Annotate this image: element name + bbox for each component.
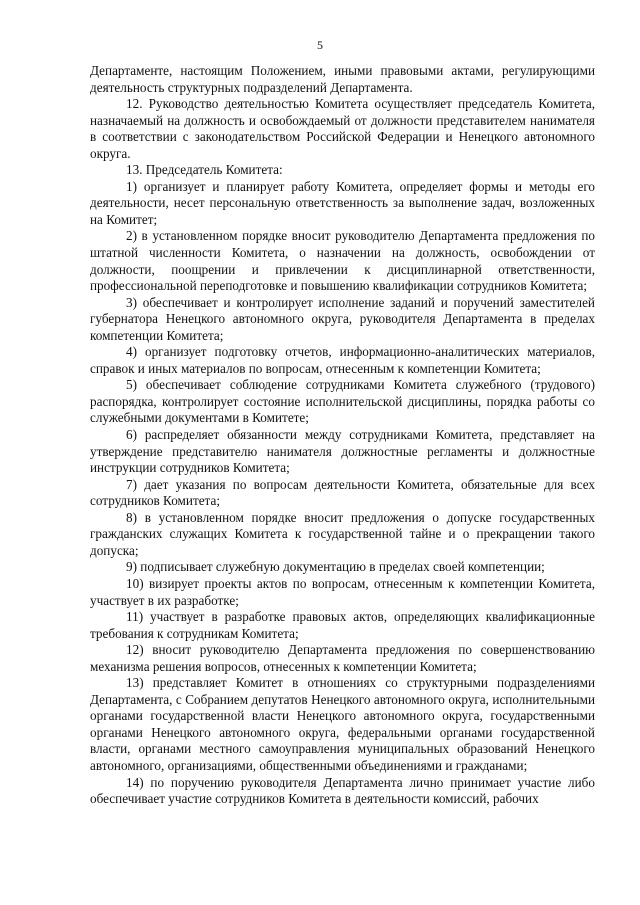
paragraph: Департаменте, настоящим Положением, иными правовыми актами, регулирующими деятельность структурных подразделений Департамента. xyxy=(90,63,595,95)
paragraph: 13. Председатель Комитета: xyxy=(126,162,283,178)
document-body xyxy=(90,63,595,808)
paragraph: 11) участвует в разработке правовых актов, определяющих квалификационные требования к сотрудникам Комитета; xyxy=(90,609,595,641)
paragraph: 8) в установленном порядке вносит предложения о допуске государственных гражданских служащих Комитета к государственной тайне и о прекращении такого допуска; xyxy=(90,509,595,558)
paragraph: 12. Руководство деятельностью Комитета осуществляет председатель Комитета, назначаемый на должность и освобождаемый от должности представителем нанимателя в соответствии с законодательством Российской Федерации и Ненецкого автономного округа. xyxy=(90,96,595,161)
paragraph: 6) распределяет обязанности между сотрудниками Комитета, представляет на утверждение представителю нанимателя должностные регламенты и должностные инструкции сотрудников Комитета; xyxy=(90,427,595,476)
paragraph: 1) организует и планирует работу Комитета, определяет формы и методы его деятельности, несет персональную ответственность за выполнение задач, возложенных на Комитет; xyxy=(90,178,595,227)
paragraph: 7) дает указания по вопросам деятельности Комитета, обязательные для всех сотрудников Комитета; xyxy=(90,476,595,509)
page-number: 5 xyxy=(317,38,323,52)
paragraph: 4) организует подготовку отчетов, информационно-аналитических материалов, справок и иных материалов по вопросам, отнесенным к компетенции Комитета; xyxy=(90,344,595,376)
paragraph: 14) по поручению руководителя Департамента лично принимает участие либо обеспечивает участие сотрудников Комитета в деятельности комиссий, рабочих xyxy=(90,774,595,807)
paragraph: 13) представляет Комитет в отношениях со структурными подразделениями Департамента, с Собранием депутатов Ненецкого автономного округа, исполнительными органами государственной власти Ненецкого автономного округа, государственными органами Ненецкого автономного округа, федеральными органами государственной власти, органами местного самоуправления муниципальных образований Ненецкого автономного, организациями, общественными объединениями и гражданами; xyxy=(90,675,595,773)
paragraph: 12) вносит руководителю Департамента предложения по совершенствованию механизма решения вопросов, отнесенных к компетенции Комитета; xyxy=(90,642,595,674)
paragraph: 10) визирует проекты актов по вопросам, отнесенным к компетенции Комитета, участвует в их разработке; xyxy=(90,575,595,608)
paragraph: 9) подписывает служебную документацию в пределах своей компетенции; xyxy=(126,559,545,575)
paragraph: 3) обеспечивает и контролирует исполнение заданий и поручений заместителей губернатора Ненецкого автономного округа, руководителя Департамента в пределах компетенции Комитета; xyxy=(90,294,595,343)
paragraph: 5) обеспечивает соблюдение сотрудниками Комитета служебного (трудового) распорядка, контролирует состояние исполнительской дисциплины, порядка работы со служебными документами в Комитете; xyxy=(90,377,595,426)
paragraph: 2) в установленном порядке вносит руководителю Департамента предложения по штатной численности Комитета, о назначении на должность, освобождении от должности, поощрении и привлечении к дисциплинарной ответственности, профессиональной переподготовке и повышению квалификации сотрудников Комитета; xyxy=(90,228,595,294)
